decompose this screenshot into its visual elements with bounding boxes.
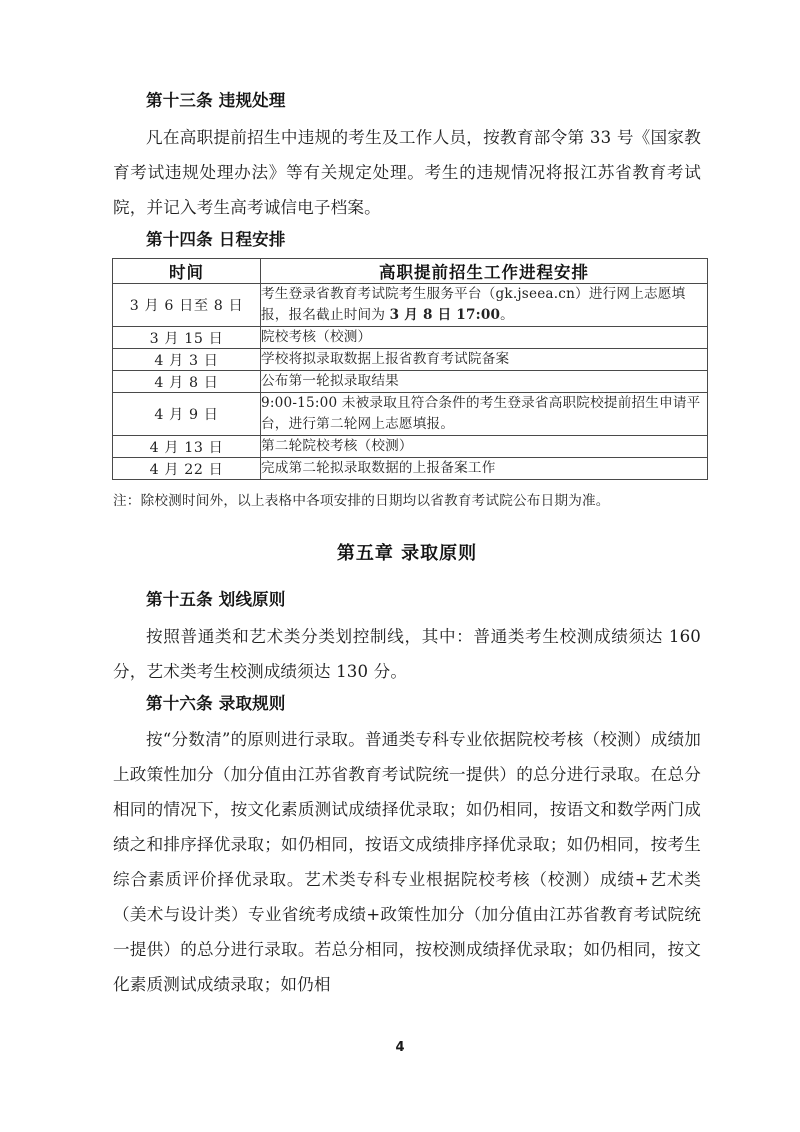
article-14-heading: 第十四条 日程安排 (146, 229, 286, 249)
table-row (113, 393, 708, 436)
description-text: 第二轮院校考核（校测） (261, 438, 413, 455)
article-15-body: 按照普通类和艺术类分类划控制线，其中：普通类考生校测成绩须达 160 分，艺术类考生校测成绩须达 130 分。 (113, 626, 701, 681)
page-number: 4 (395, 1040, 405, 1055)
description-emphasis: 3 月 8 日 17:00 (389, 307, 501, 324)
table-cell-description (261, 349, 708, 371)
table-row (113, 458, 708, 480)
table-cell-time: 4 月 8 日 (113, 371, 261, 393)
article-15-heading: 第十五条 划线原则 (146, 590, 286, 610)
table-header-time: 时间 (113, 259, 261, 284)
table-cell-description (261, 327, 708, 349)
page-content (113, 88, 701, 1004)
table-row (113, 436, 708, 458)
description-text: 考生登录省教育考试院考生服务平台（gk.jseea.cn）进行网上志愿填报，报名截止时间为 (261, 286, 686, 324)
table-cell-description (261, 371, 708, 393)
article-13-body: 凡在高职提前招生中违规的考生及工作人员，按教育部令第 33 号《国家教育考试违规处理办法》等有关规定处理。考生的违规情况将报江苏省教育考试院，并记入考生高考诚信电子档案。 (113, 127, 701, 217)
table-row (113, 284, 708, 327)
description-text: 完成第二轮拟录取数据的上报备案工作 (261, 460, 496, 477)
table-row (113, 349, 708, 371)
article-16-body: 按“分数清”的原则进行录取。普通类专科专业依据院校考核（校测）成绩加上政策性加分（加分值由江苏省教育考试院统一提供）的总分进行录取。在总分相同的情况下，按文化素质测试成绩择优录取；如仍相同，按语文和数学两门成绩之和排序择优录取；如仍相同，按语文成绩排序择优录取；如仍相同，按考生综合素质评价择优录取。艺术类专科专业根据院校考核（校测）成绩+艺术类（美术与设计类）专业省统考成绩+政策性加分（加分值由江苏省教育考试院统一提供）的总分进行录取。若总分相同，按校测成绩择优录取；如仍相同，按文化素质测试成绩录取；如仍相 (113, 730, 701, 995)
table-cell-description (261, 436, 708, 458)
table-cell-time: 4 月 3 日 (113, 349, 261, 371)
table-cell-description (261, 284, 708, 327)
article-13-heading: 第十三条 违规处理 (146, 91, 286, 110)
schedule-table (112, 258, 708, 480)
table-row (113, 371, 708, 393)
description-text: 公布第一轮拟录取结果 (261, 373, 399, 390)
table-header-row (113, 259, 708, 284)
table-cell-time: 4 月 9 日 (113, 393, 261, 436)
description-text: 9:00-15:00 未被录取且符合条件的考生登录省高职院校提前招生申请平台，进行第二轮网上志愿填报。 (261, 395, 701, 433)
chapter-5-heading: 第五章 录取原则 (336, 543, 478, 565)
table-cell-description (261, 458, 708, 480)
table-cell-description (261, 393, 708, 436)
table-cell-time: 3 月 6 日至 8 日 (113, 284, 261, 327)
description-text-tail: 。 (500, 307, 514, 324)
table-row (113, 327, 708, 349)
description-text: 院校考核（校测） (261, 329, 372, 346)
table-cell-time: 3 月 15 日 (113, 327, 261, 349)
description-text: 学校将拟录取数据上报省教育考试院备案 (261, 351, 510, 368)
table-cell-time: 4 月 13 日 (113, 436, 261, 458)
schedule-table-note: 注：除校测时间外，以上表格中各项安排的日期均以省教育考试院公布日期为准。 (113, 493, 610, 510)
article-16-heading: 第十六条 录取规则 (146, 693, 286, 713)
schedule-table-body (113, 284, 708, 480)
table-cell-time: 4 月 22 日 (113, 458, 261, 480)
table-header-schedule: 高职提前招生工作进程安排 (261, 259, 708, 284)
